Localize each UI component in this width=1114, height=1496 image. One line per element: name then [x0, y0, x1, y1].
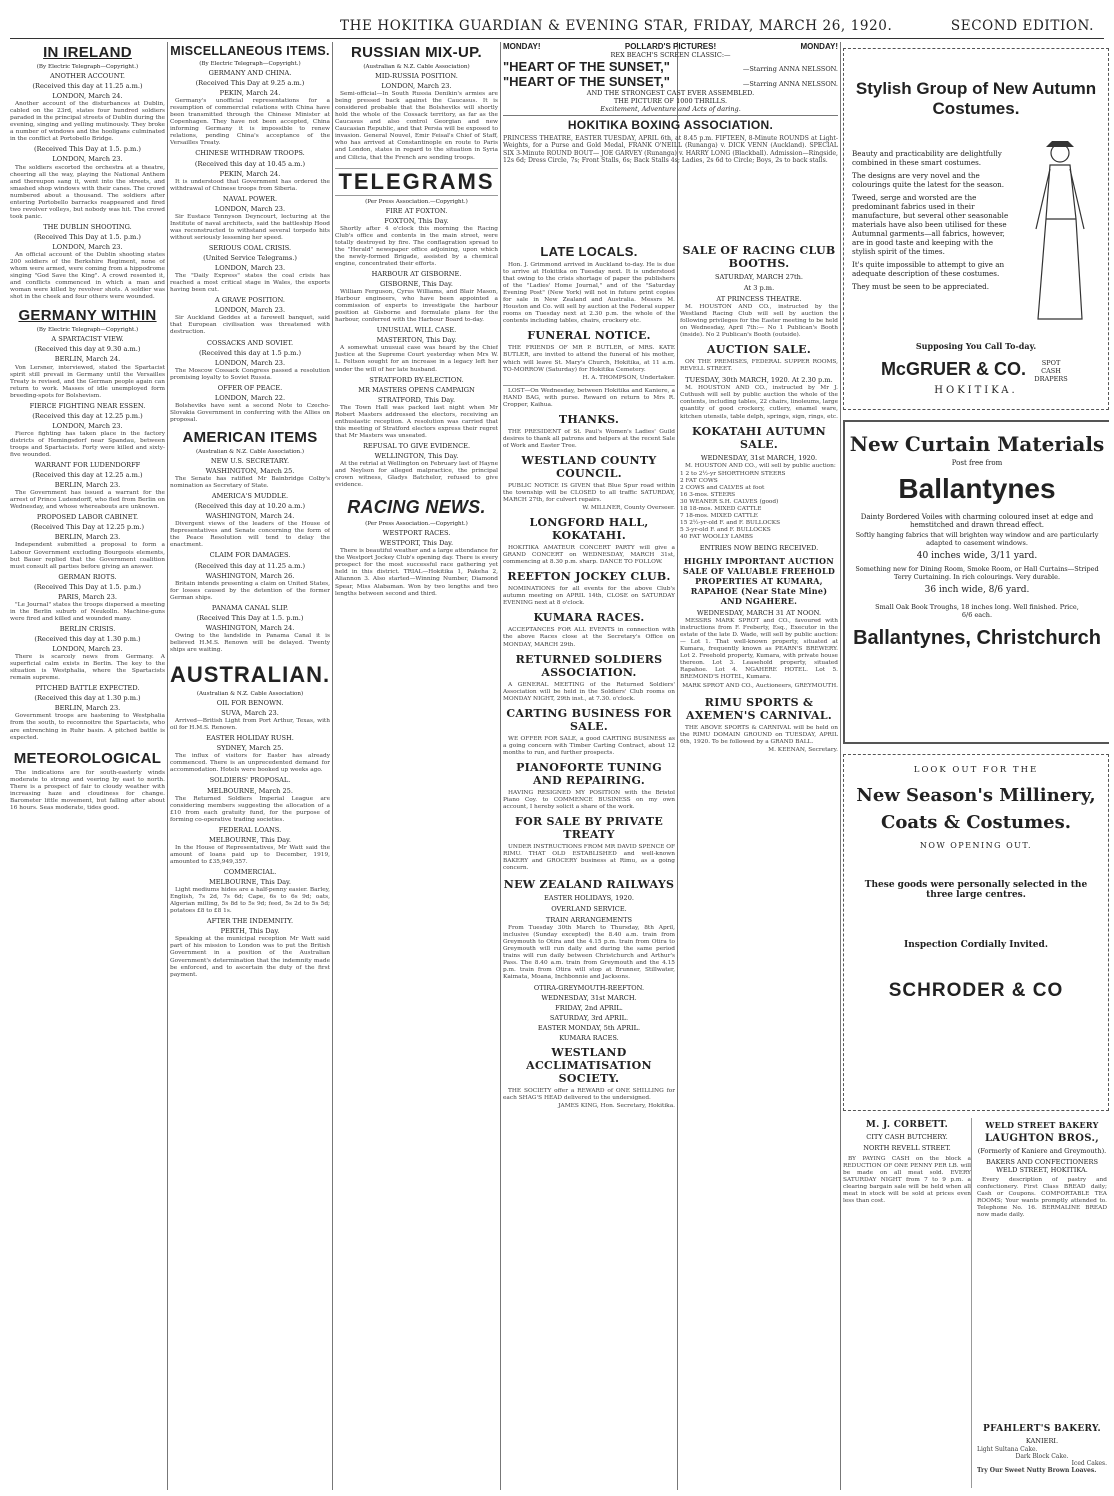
- paragraph: M. HOUSTON AND CO., will sell by public auction:: [685, 462, 836, 469]
- stock-item: 7 18-mos. MIXED CATTLE: [680, 512, 758, 519]
- paragraph: The Town Hall was packed last night when Mr Robert Masters addressed the electors, receiving an enthusiastic reception. A resolution was carried that this meeting of Stratford electors express their regret that Mr Masters was unseated.: [335, 404, 498, 439]
- paragraph: ON THE PREMISES, FEDERAL SUPPER ROOMS, REVELL STREET.: [680, 359, 838, 373]
- article-weather: [10, 770, 165, 812]
- dateline: WELLINGTON, This Day.: [374, 451, 459, 460]
- stock-item: 40 FAT WOOLLY LAMBS: [680, 534, 753, 541]
- headline-thanks: THANKS.: [558, 412, 620, 426]
- paragraph: THE SOCIETY offer a REWARD of ONE SHILLING for each SHAG'S HEAD delivered to the undersigned.: [503, 1087, 675, 1101]
- source-line: (Australian & N.Z. Cable Association.): [195, 448, 305, 455]
- ad-price: 40 inches wide, 3/11 yard.: [916, 551, 1038, 561]
- headline-germany-within: GERMANY WITHIN: [18, 307, 157, 325]
- stock-item: 2 FAT COWS: [680, 477, 718, 484]
- dateline: (Received this day at 9.30 a.m.): [34, 345, 141, 354]
- headline-kumara-races: KUMARA RACES.: [533, 611, 645, 625]
- dateline: BERLIN, March 23.: [54, 481, 121, 490]
- dateline: STRATFORD, This Day.: [377, 395, 456, 404]
- headline-reefton-jockey: REEFTON JOCKEY CLUB.: [507, 570, 671, 584]
- headline-auction-sale: AUCTION SALE.: [706, 343, 811, 357]
- dateline: PEKIN, March 24.: [219, 89, 281, 98]
- ad-text: Try Our Sweet Nutty Brown Loaves.: [977, 1467, 1097, 1475]
- paragraph: M. HOUSTON AND CO., instructed by the Westland Racing Club will sell by auction the following privileges for the Easter meeting to be held on Wednesday, April 7th:— No 1 Publican's Booth (inside). No 2 Publican's Booth (outside).: [680, 304, 838, 339]
- stock-item: 15 2½-yr-old F. and F. BULLOCKS: [680, 519, 781, 526]
- headline-carting: CARTING BUSINESS FOR SALE.: [506, 706, 672, 733]
- ad-text: LOOK OUT FOR THE: [913, 765, 1039, 775]
- stock-item: 16 3-mos. STEERS: [680, 491, 736, 498]
- mcgruer-ad: [843, 48, 1109, 410]
- paragraph: In the House of Representatives, Mr Watt said the amount of loans paid up to December, 1919, amounted to £35,949,357.: [170, 844, 330, 865]
- subhead: WEDNESDAY, 31st MARCH.: [541, 993, 637, 1002]
- dateline: LONDON, March 23.: [52, 421, 123, 430]
- article-ireland: [10, 73, 165, 301]
- paragraph: The influx of visitors for Easter has already commenced. There is an unprecedented demand for accommodation. Hotels were booked up weeks ago.: [170, 753, 330, 774]
- ad-text: Dainty Bordered Voiles with charming coloured inset at edge and hemstitched and drawn thread effect.: [860, 513, 1094, 529]
- subhead: A SPARTACIST VIEW.: [51, 335, 124, 344]
- dateline: LONDON, March 23.: [214, 358, 286, 367]
- dateline: MASTERTON, This Day.: [376, 336, 457, 345]
- headline-in-ireland: IN IRELAND: [43, 44, 132, 61]
- pfahlert-bakery-ad: [977, 1422, 1107, 1490]
- paragraph: Germany's unofficial representations for a resumption of commercial relations with China have been transmitted through the Chinese Minister at Copenhagen. They have not been accepted, China informing Germany it is impossible to renew relations, pending China's acceptance of the Versailles Treaty.: [170, 98, 330, 147]
- paragraph: The indications are for south-easterly winds moderate to strong and veering by east to north. There is a prospect of fair to cloudy weather with increasing haze and cloudiness for change. Barometer little movement, but falling after about 16 hours. Seas moderate, tides good.: [10, 769, 165, 811]
- ad-headline: Stylish Group of New Autumn Costumes.: [855, 79, 1097, 118]
- source-line: (Per Press Association.—Copyright.): [365, 198, 468, 205]
- article-australian: [170, 700, 330, 979]
- ad-firm-name: M. J. CORBETT.: [865, 1120, 949, 1130]
- paragraph: The Government has issued a warrant for the arrest of Prince Ludendorff, who fled from Berlin on Wednesday, and whose whereabouts are unknown.: [10, 490, 165, 511]
- ad-text: (Formerly of Kaniere and Greymouth).: [977, 1147, 1107, 1155]
- ad-text: Small Oak Book Troughs, 18 inches long. Well finished. Price, 6/6 each.: [875, 603, 1079, 619]
- paragraph: Independent submitted a proposal to form a Labour Government excluding Bourgeois elements, but Bauer replied that the Government coalition must consult all parties before giving an answer.: [10, 542, 165, 570]
- subhead: EASTER HOLIDAYS, 1920.: [544, 894, 634, 903]
- paragraph: Divergent views of the leaders of the House of Representatives and Senate concerning the form of the Peace Resolution will tend to delay the enactment.: [170, 521, 330, 549]
- paragraph: Fierce fighting has taken place in the factory districts of Hemingsdorf near Spandau, between troops and Spartacists. Forty were killed and sixty-five wounded.: [10, 430, 165, 459]
- dateline: SATURDAY, MARCH 27th.: [714, 273, 804, 281]
- ad-text: Inspection Cordially Invited.: [904, 940, 1048, 950]
- dateline: WASHINGTON, March 24.: [205, 512, 295, 521]
- headline-american-items: AMERICAN ITEMS: [182, 428, 318, 446]
- subhead: AFTER THE INDEMNITY.: [206, 917, 294, 926]
- dateline: (Received this day at 1.30 p.m.): [34, 694, 141, 703]
- column-1: [10, 42, 165, 1490]
- paragraph: At the retrial at Wellington on February last of Hayne and Neylson for alleged malpractice, the principal crown witness, Gladys Batchelor, refused to give evidence.: [335, 461, 498, 489]
- ad-text: AND THE STRONGEST CAST EVER ASSEMBLED.: [586, 89, 755, 97]
- dateline: LONDON, March 23.: [52, 242, 123, 251]
- ad-text: "HEART OF THE SUNSET,": [503, 74, 670, 89]
- column-rule: [500, 42, 501, 1490]
- subhead: PITCHED BATTLE EXPECTED.: [35, 684, 140, 693]
- signature: JAMES KING, Hon. Secretary, Hokitika.: [558, 1102, 675, 1109]
- subhead: STRATFORD BY-ELECTION.: [369, 375, 464, 384]
- masthead: [10, 16, 1104, 39]
- paragraph: Von Lersner, interviewed, stated the Spartacist spirit still prevail in Germany until the Versailles Treaty is revised, and the German people again can return to work. Masses of idle unemployed form breeding-spots for Bolshevism.: [10, 364, 165, 399]
- laughton-bakery-ad: [977, 1118, 1107, 1338]
- ad-text: Beauty and practicability are delightfully combined in these smart costumes.: [852, 149, 1002, 167]
- dateline: (Received This Day at 9.25 a.m.): [195, 79, 305, 88]
- dateline: BERLIN, March 23.: [54, 533, 121, 542]
- subhead: SATURDAY, 3rd APRIL.: [549, 1013, 629, 1022]
- pollard-pictures-ad: [503, 42, 838, 272]
- paragraph: UNDER INSTRUCTIONS FROM MR DAVID SPENCE OF RIMU. THAT OLD ESTABLISHED and well-known BAKERY and GROCERY business at Rimu, as a going concern.: [503, 843, 675, 872]
- ad-text: MONDAY!: [800, 42, 838, 51]
- ad-text: Light Sultana Cake.: [977, 1446, 1038, 1453]
- stock-item: 30 WEANER S.H. CALVES (good): [680, 498, 779, 505]
- dateline: (Received This Day at 1.5. p.m.): [34, 145, 141, 154]
- headline-telegrams: TELEGRAMS: [335, 168, 498, 196]
- headline-freehold-sale: HIGHLY IMPORTANT AUCTION SALE OF VALUABLE FREEHOLD PROPERTIES AT KUMARA, RAPAHOE (Near State Mine) AND NGAHERE.: [682, 556, 836, 607]
- subhead: CLAIM FOR DAMAGES.: [209, 551, 291, 560]
- ad-text: Post free from: [951, 459, 1003, 467]
- ad-firm-name: PFAHLERT'S BAKERY.: [983, 1424, 1101, 1434]
- dateline: (Received This Day at 1.5. p.m.): [34, 582, 141, 591]
- dateline: (Received This Day at 1.5. p.m.): [196, 613, 304, 622]
- column-2: [170, 42, 330, 1490]
- stock-item: 5 3-yr-old F. and F. BULLOCKS: [680, 526, 771, 533]
- subhead: SERIOUS COAL CRISIS.: [208, 243, 292, 252]
- source-line: (Australian & N.Z. Cable Association): [363, 64, 470, 70]
- dateline: (Received This Day at 12.25 p.m.): [30, 523, 145, 532]
- paragraph: From Tuesday 30th March to Thursday, 8th April, inclusive (Sunday excepted) the 8.40 a.m. train from Greymouth to Otira and the 4.15 p.m. train from Otira to Greymouth will run daily and during the same period trains will run daily between Christchurch and Arthur's Pass. The 8.40 a.m. train from Greymouth and the 4.15 p.m. train from Otira will stop at Brunner, Stillwater, Kaimata, Moana, Inchbonnie and Jacksons.: [503, 925, 675, 981]
- dateline: WEDNESDAY, MARCH 31 AT NOON.: [696, 609, 822, 618]
- article-american: [170, 458, 330, 654]
- headline-boxing: HOKITIKA BOXING ASSOCIATION.: [567, 118, 774, 132]
- paragraph: MESSRS MARK SPROT and CO., favoured with instructions from F. Freberty, Esq., Executor in the estate of the late D. Wade, will sell by public auction:— Lot 1. That well-known property, situated at Kumara, frequently known as PEARN'S BREWERY. Lot 2. Freehold property, Kumara, with private house thereon. Lot 3. Leasehold property, situated Rapahoe. Lot 4. NGAHERE HOTEL. Lot 5. BREMOND'S HOTEL, Kumara.: [680, 618, 838, 681]
- paragraph: A GENERAL MEETING of the Returned Soldiers' Association will be held in the Soldiers' Club rooms on MONDAY NIGHT, 29th inst., at 7.30. o'clock.: [503, 681, 675, 702]
- dateline: MELBOURNE, This Day.: [208, 878, 291, 887]
- subhead: OIL FOR BENOWN.: [216, 699, 284, 708]
- subhead: WESTPORT RACES.: [382, 529, 451, 538]
- dateline: LONDON, March 23.: [214, 264, 286, 273]
- ad-text: It's quite impossible to attempt to give an adequate description of these costumes.: [852, 260, 1005, 278]
- ad-price: 36 inch wide, 8/6 yard.: [924, 585, 1030, 595]
- ad-text: NORTH REVELL STREET.: [863, 1144, 951, 1152]
- dateline: (Received this day at 12.25 p.m.): [32, 411, 143, 420]
- source-line: (By Electric Telegraph—Copyright.): [36, 327, 139, 334]
- column-3: [335, 42, 498, 1490]
- paragraph: ACCEPTANCES FOR ALL EVENTS in connection with the above Races close at the Secretary's Office on MONDAY, MARCH 29th.: [503, 627, 675, 648]
- paragraph: WE OFFER FOR SALE, a good CARTING BUSINESS as a going concern with Timber Carting Contract, about 12 months to run, and further prospects.: [503, 735, 675, 756]
- signature: M. KEENAN, Secretary.: [768, 746, 838, 753]
- ad-firm-name: Ballantynes, Christchurch: [853, 627, 1101, 649]
- ad-text: Softly hanging fabrics that will brighten way window and are particularly adapted to casement windows.: [855, 531, 1099, 547]
- headline-private-treaty: FOR SALE BY PRIVATE TREATY: [514, 814, 664, 841]
- subhead: BERLIN CRISIS.: [59, 624, 116, 633]
- ad-headline: New Season's Millinery,: [856, 785, 1096, 806]
- headline-council: WESTLAND COUNTY COUNCIL.: [521, 453, 657, 480]
- paragraph: Speaking at the municipal reception Mr Watt said part of his mission to London was to put the British Government in a position of the Australian Government's determination that the indemnity made be enforced, and to ascertain the duty of the first payment.: [170, 936, 330, 978]
- source-line: (By Electric Telegraph—Copyright.): [36, 64, 139, 70]
- ad-text: —Starring ANNA NELSSON.: [742, 65, 838, 73]
- ad-text: THE PICTURE OF 1000 THRILLS.: [613, 97, 728, 105]
- dateline: MR MASTERS OPENS CAMPAIGN: [358, 385, 475, 394]
- edition-label: SECOND EDITION.: [950, 18, 1094, 34]
- dateline: SUVA, March 23.: [221, 709, 279, 718]
- dateline: WASHINGTON, March 24.: [205, 623, 295, 632]
- subhead: FIERCE FIGHTING NEAR ESSEN.: [29, 401, 146, 410]
- ad-text: These goods were personally selected in the three large centres.: [864, 880, 1088, 900]
- ad-text: "HEART OF THE SUNSET,": [503, 59, 670, 74]
- ad-headline: New Curtain Materials: [849, 432, 1105, 456]
- dateline: (Received this day at 10.20 a.m.): [194, 502, 306, 511]
- corbett-butchery-ad: [843, 1118, 972, 1488]
- paragraph: Shortly after 4 o'clock this morning the Racing Club's office and contents in the main street, were totally destroyed by fire. The conflagration spread to the "Herald" newspaper office adjoining, upon which the newly-formed Brigade, assisted by a chemical engine, concentrated their efforts.: [335, 225, 498, 267]
- woman-figure-illustration: [1024, 139, 1094, 329]
- dateline: WEDNESDAY, 31st MARCH, 1920.: [700, 453, 818, 462]
- paragraph: A somewhat unusual case was heard by the Chief Justice at the Supreme Court yesterday when Mrs W. L. Feltson sought for an increase in a legacy left her under the will of her late husband.: [335, 345, 498, 373]
- dateline: WASHINGTON, March 26.: [205, 571, 295, 580]
- ad-text: They must be seen to be appreciated.: [852, 282, 990, 291]
- dateline: PERTH, This Day.: [220, 927, 280, 936]
- dateline: (Received this day at 1.5 p.m.): [198, 348, 302, 357]
- ad-text: —Starring ANNA NELSSON.: [742, 80, 838, 88]
- paragraph: Owing to the landslide in Panama Canal it is believed H.M.S. Renown will be delayed. Twenty ships are waiting.: [170, 632, 330, 653]
- headline-late-locals: LATE LOCALS.: [540, 244, 638, 259]
- article-telegrams: [335, 208, 498, 490]
- subhead: A GRAVE POSITION.: [214, 296, 285, 305]
- subhead: UNUSUAL WILL CASE.: [376, 326, 457, 335]
- ad-firm-name: LAUGHTON BROS.,: [984, 1133, 1100, 1144]
- subhead: CHINESE WITHDRAW TROOPS.: [195, 149, 305, 158]
- headline-funeral: FUNERAL NOTICE.: [527, 329, 651, 343]
- paragraph: HAVING RESIGNED MY POSITION with the Bristol Piano Coy. to COMMENCE BUSINESS on my own account, I hereby solicit a share of the work.: [503, 789, 675, 810]
- ad-firm-name: SCHRODER & CO: [888, 980, 1064, 1001]
- stock-list: [680, 471, 838, 541]
- dateline: LONDON, March 23.: [381, 82, 452, 91]
- dateline: MELBOURNE, This Day.: [208, 835, 291, 844]
- paragraph: Hon. J. Grimmond arrived in Auckland to-day. He is due to arrive at Hokitika on Tuesday next. It is understood that owing to the crisis shortage of paper the publishers of the "Ladies' Home Journal," and of the "Saturday Evening Post" (New York) will not in future print copies for sale in New Zealand and Australia. Messrs M. Houston and Co. will sell by auction at the Federal supper rooms on Tuesday next at 2.30 p.m. the whole of the contents including tables, chairs, crockery etc.: [503, 262, 675, 325]
- dateline: BERLIN, March 23.: [54, 704, 121, 713]
- subhead: MID-RUSSIA POSITION.: [375, 72, 458, 80]
- headline-kokatahi-sale: KOKATAHI AUTUMN SALE.: [691, 424, 827, 451]
- column-4: [503, 242, 675, 1490]
- paragraph: Arrived—British Light from Port Arthur, Texas, with oil for H.M.S. Renown.: [170, 718, 330, 732]
- subhead: WARRANT FOR LUDENDORFF: [34, 461, 141, 470]
- dateline: (Received this day at 1.30 p.m.): [34, 635, 141, 643]
- ad-text: BY PAYING CASH on the block a REDUCTION OF ONE PENNY PER LB. will be made on all meat sold. EVERY SATURDAY NIGHT from 7 to 9 p.m. a clearing bargain sale will be held when all meat in stock will be sold at prices even less than cost.: [843, 1156, 971, 1205]
- headline-meteorological: METEOROLOGICAL: [13, 749, 162, 767]
- headline-acclimatisation: WESTLAND ACCLIMATISATION SOCIETY.: [526, 1045, 652, 1085]
- dateline: GISBORNE, This Day.: [380, 279, 453, 288]
- dateline: AT PRINCESS THEATRE.: [716, 295, 802, 303]
- signature: H. A. THOMPSON, Undertaker.: [582, 374, 675, 381]
- masthead-title: THE HOKITIKA GUARDIAN & EVENING STAR, FRIDAY, MARCH 26, 1920.: [340, 18, 893, 34]
- paragraph: HOKITIKA AMATEUR CONCERT PARTY will give a GRAND CONCERT on WEDNESDAY, MARCH 31st, commencing at 8.30 p.m. sharp. DANCE TO FOLLOW.: [503, 545, 675, 566]
- subhead: PROPOSED LABOR CABINET.: [36, 513, 139, 522]
- dateline: LONDON, March 24.: [52, 92, 123, 101]
- dateline: WASHINGTON, March 25.: [205, 467, 295, 476]
- ad-text: WELD STREET BAKERY: [985, 1120, 1099, 1130]
- subhead: PANAMA CANAL SLIP.: [211, 603, 289, 612]
- ad-text: Tweed, serge and worsted are the predominant fabrics used in their manufacture, but several other seasonable materials have also been utilised for these Autumnal garments—all fabrics, however, are in good taste and keeping with the stylish spirit of the times.: [852, 193, 1009, 256]
- dateline: LONDON, March 23.: [214, 204, 286, 213]
- subhead: OTIRA-GREYMOUTH-REEFTON.: [533, 983, 645, 992]
- subhead: FEDERAL LOANS.: [218, 825, 282, 834]
- dateline: (Received this day at 10.45 a.m.): [194, 159, 306, 168]
- dateline: (United Service Telegrams.): [203, 254, 297, 263]
- subhead: TRAIN ARRANGEMENTS: [545, 916, 633, 925]
- source-line: (Australian & N.Z. Cable Association): [196, 691, 304, 698]
- paragraph: Sir Eustace Tennyson Deyncourt, lecturing at the Institute of naval architects, said the battleship Hood was reconstructed to withstand several torpedo hits without seriously lessening her speed.: [170, 213, 330, 241]
- ad-text: CITY CASH BUTCHERY.: [866, 1133, 948, 1141]
- article-late-locals: [503, 262, 675, 325]
- schroder-ad: [843, 754, 1109, 1111]
- dateline: PEKIN, March 24.: [219, 169, 281, 178]
- dateline: LONDON, March 22.: [214, 393, 286, 402]
- dateline: (Received this day at 11.25 a.m.): [32, 82, 143, 91]
- paragraph: Semi-official—In South Russia Denikin's armies are being pressed back against the Caucasus. It is considered probable that the Bolsheviks will shortly hold the whole of the Cossack territory, as far as the Caucasus and also control Georgian and new Caucasian Republic, and that Persia will be exposed to invasion. General Nouvel, Emir Feisal's Chief of Staff, who has arrived at Constantinople en route to Paris and London, states in regard to the situation in Syria and Cilicia, that the French are sending troops.: [335, 91, 498, 161]
- dateline: TUESDAY, 30th MARCH, 1920. At 2.30 p.m.: [685, 376, 833, 385]
- article-russia: [335, 73, 498, 162]
- subhead: THE DUBLIN SHOOTING.: [43, 222, 132, 231]
- ad-text: Dark Block Cake.: [1015, 1453, 1069, 1461]
- paragraph: PRINCESS THEATRE, EASTER TUESDAY, APRIL 6th, at 8.45 p.m. FIFTEEN, 8-Minute ROUNDS at Light-Weights, for a Purse and Gold Medal, FRANK O'NEILL (Runanga) v. DICK VENN (Auckland). SPECIAL SIX 3-Minute ROUND BOUT— JOE GARVEY (Runanga) v. HARRY LONG (Blackball). Admission—Ringside, 12s 6d; Dress Circle, 7s; Front Stalls, 6s; Back Stalls 4s; Ladies, 2s 6d to Circle; Boys, 2s to back stalls.: [503, 135, 838, 165]
- subhead: REFUSAL TO GIVE EVIDENCE.: [362, 441, 471, 450]
- paragraph: The soldiers escorted the orchestra at a theatre, cheering all the way, playing the National Anthem and thereupon sang it, went into the streets, and smashed shop windows with their canes. The crowd numbered about a thousand. The soldiers after entering Portobello barracks reappeared and fired two revolver volleys, but nobody was hit. The crowd took panic.: [10, 164, 165, 220]
- source-line: (Per Press Association.—Copyright.): [365, 521, 468, 528]
- dateline: (Received this day at 12.25 a.m.): [32, 471, 143, 480]
- classified-lost: LOST—On Wednesday, between Hokitika and Kaniere, a HAND BAG, with purse. Reward on return to Mrs R. Cropper, Kaihua.: [503, 387, 675, 408]
- dateline: SYDNEY, March 25.: [216, 744, 284, 753]
- paragraph: Sir Auckland Geddes at a farewell banquet, said that European civilisation was threatened with destruction.: [170, 315, 330, 336]
- column-rule: [167, 42, 168, 1490]
- ad-text: MONDAY!: [503, 42, 541, 51]
- headline-booth-sale: SALE OF RACING CLUB BOOTHS.: [682, 244, 836, 270]
- headline-railways: NEW ZEALAND RAILWAYS: [503, 878, 675, 892]
- ad-text: Iced Cakes.: [1071, 1460, 1107, 1468]
- dateline: WESTPORT, This Day.: [379, 539, 454, 548]
- subhead: ENTRIES NOW BEING RECEIVED.: [699, 544, 819, 553]
- ad-text: KANIERI.: [1025, 1437, 1059, 1445]
- headline-australian: AUSTRALIAN.: [170, 662, 330, 688]
- paragraph: Light mediums hides are a half-penny easier. Barley, English, 7s 2d, 7s 6d; Cape, 6s to 6s 9d; oats, Algerian milling, 5s 8d to 5s 9d; feed, 5s 2d to 5s 5d; potatoes £8 to £8 1s.: [170, 887, 330, 915]
- subhead: GERMAN RIOTS.: [58, 572, 117, 581]
- subhead: ANOTHER ACCOUNT.: [49, 72, 126, 80]
- source-line: (By Electric Telegraph—Copyright.): [199, 61, 301, 67]
- subhead: OVERLAND SERVICE.: [551, 905, 627, 914]
- ad-text: The designs are very novel and the colourings quite the latest for the season.: [852, 171, 1005, 189]
- headline-russian-mixup: RUSSIAN MIX-UP.: [351, 44, 482, 61]
- paragraph: An official account of the Dublin shooting states 200 soldiers of the Berkshire Regiment, none of whom were armed, were coming from a hippodrome singing "God Save the King". A crowd resented it, and conflicts commenced in which a man and woman were killed by revolver shots. A soldier was shot in the cheek and four others were wounded.: [10, 252, 165, 301]
- dateline: LONDON, March 23.: [52, 155, 123, 164]
- paragraph: "Le Journal" states the troops dispersed a meeting in the Berlin suburb of Neukolln. Machine-guns were fired and killed and wounded many.: [10, 601, 165, 622]
- dateline: (Received This Day at 1.5. p.m.): [34, 232, 141, 241]
- paragraph: There is scarcely news from Germany. A superficial calm exists in Berlin. The key to the situation is Westphalia, where the Spartacists remain supreme.: [10, 654, 165, 682]
- paragraph: THE FRIENDS OF MR P. BUTLER, of MRS. KATE BUTLER, are invited to attend the funeral of his mother, which will leave St. Mary's Church, Hokitika, at 11 a.m. TO-MORROW (Saturday) for Hokitika Cemetery.: [503, 345, 675, 373]
- ad-text: Something new for Dining Room, Smoke Room, or Hall Curtains—Striped Terry Curtaining. In rich colourings. Very durable.: [855, 565, 1099, 581]
- dateline: At 3 p.m.: [743, 284, 775, 292]
- stock-item: 1 2 to 2½-yr SHORTHORN STEERS: [680, 470, 786, 477]
- headline-returned-soldiers: RETURNED SOLDIERS ASSOCIATION.: [515, 652, 663, 679]
- headline-racing-news: RACING NEWS.: [347, 497, 486, 518]
- ad-text: NOW OPENING OUT.: [919, 841, 1033, 850]
- headline-longford-hall: LONGFORD HALL, KOKATAHI.: [529, 516, 649, 543]
- paragraph: PUBLIC NOTICE IS GIVEN that Blue Spur road within the township will be CLOSED to all traffic SATURDAY, MARCH 27th, for culvert repairs.: [503, 482, 675, 504]
- ad-text: Every description of pastry and confectionery. First Class BREAD daily; Cash or Coupons. COMFORTABLE TEA ROOMS; Your wants promptly attended to. Telephone No. 16. BERMALINE BREAD now made daily.: [977, 1177, 1107, 1219]
- ad-text: Excitement, Adventure and Acts of daring.: [503, 105, 838, 116]
- ad-text: Supposing You Call To-day.: [915, 341, 1037, 351]
- paragraph: The Moscow Cossack Congress passed a resolution promising loyalty to Soviet Russia.: [170, 367, 330, 381]
- column-rule: [332, 42, 333, 1490]
- subhead: AMERICA'S MUDDLE.: [211, 492, 289, 501]
- subhead: NAVAL POWER.: [222, 194, 278, 203]
- subhead: KUMARA RACES.: [559, 1033, 619, 1042]
- ad-headline: Coats & Costumes.: [881, 812, 1071, 833]
- subhead: COSSACKS AND SOVIET.: [206, 338, 294, 347]
- paragraph: THE ABOVE SPORTS & CARNIVAL will be held on the RIMU DOMAIN GROUND on TUESDAY, APRIL 6th, 1920. To be followed by a GRAND BALL.: [680, 724, 838, 745]
- stock-item: 18 18-mos. MIXED CATTLE: [680, 505, 762, 512]
- dateline: (Received this day at 11.25 a.m.): [194, 561, 306, 570]
- subhead: OFFER OF PEACE.: [217, 383, 283, 392]
- headline-miscellaneous: MISCELLANEOUS ITEMS.: [170, 44, 330, 58]
- headline-rimu-carnival: RIMU SPORTS & AXEMEN'S CARNIVAL.: [685, 695, 833, 722]
- signature: MARK SPROT AND CO., Auctioneers, GREYMOUTH.: [682, 682, 838, 689]
- paragraph: M. HOUSTON AND CO., instructed by Mr J. Cuthush will sell by public auction the whole of the contents, including tables, 22 chairs, linoleums, large quantity of good crockery, cutlery, enamel ware, kitchen utensils, table delph, springs, sign, rings, etc.: [680, 385, 838, 420]
- ad-text: REX BEACH'S SCREEN CLASSIC:—: [610, 51, 731, 59]
- subhead: HARBOUR AT GISBORNE.: [371, 269, 462, 278]
- paragraph: The Senate has ratified Mr Bainbridge Colby's nomination as Secretary of State.: [170, 476, 330, 490]
- article-racing: [335, 530, 498, 597]
- subhead: COMMERCIAL.: [223, 867, 277, 876]
- stock-item: 2 COWS and CALVES at foot: [680, 484, 765, 491]
- dateline: LONDON, March 23.: [214, 306, 286, 315]
- dateline: LONDON, March 23.: [52, 645, 123, 654]
- ad-text: HOKITIKA.: [934, 385, 1018, 396]
- subhead: GERMANY AND CHINA.: [208, 69, 292, 77]
- article-misc: [170, 70, 330, 424]
- column-rule: [840, 42, 841, 1490]
- column-5: [680, 242, 838, 1490]
- dateline: FOXTON, This Day.: [384, 216, 449, 225]
- paragraph: The Returned Soldiers Imperial League are considering members suggesting the allocation of a £10 from each gratuity fund, for the purpose of forming co-operative trading societies.: [170, 795, 330, 823]
- subhead: FRIDAY, 2nd APRIL.: [555, 1003, 623, 1012]
- paragraph: It is understood that Government has ordered the withdrawal of Chinese troops from Siberia.: [170, 178, 330, 192]
- dateline: MELBOURNE, March 25.: [207, 786, 293, 795]
- dateline: PARIS, March 23.: [58, 592, 117, 601]
- ad-firm-name: Ballantynes: [898, 473, 1056, 504]
- paragraph: Another account of the disturbances at Dublin, cabled on the 23rd, states four hundred soldiers paraded in the principal streets of Dublin during the evening, singing and yelling mutinously. They broke a number of windows and the hooligans culminated in the conflict at Portobello Bridge.: [10, 101, 165, 143]
- ballantynes-ad: [843, 420, 1109, 744]
- headline-piano: PIANOFORTE TUNING AND REPAIRING.: [516, 760, 662, 787]
- paragraph: William Ferguson, Cyrus Williams, and Blair Mason, Harbour engineers, who have been appointed a commission of experts to investigate the harbour position at Gisborne and formulate plans for the harbour, conferred with the Harbour Board to-day.: [335, 289, 498, 324]
- column-6-ads: [843, 42, 1109, 1490]
- paragraph: THE PRESIDENT of St. Paul's Women's Ladies' Guild desires to thank all patrons and helpers at the recent Sale of Work and Easter Tree.: [503, 428, 675, 449]
- subhead: EASTER MONDAY, 5th APRIL.: [537, 1023, 641, 1032]
- ad-text: POLLARD'S PICTURES!: [624, 42, 717, 51]
- paragraph: There is beautiful weather and a large attendance for the Westport Jockey Club's opening day. There is every prospect for the most successful race gathering yet held in this district. TRIAL—Hokitika 1, Pakeha 2, Aliannon 3. Also started—Winning Number, Diamond Spear, Miss Alabaman. Won by two lengths and two lengths between second and third.: [335, 548, 498, 597]
- paragraph: The "Daily Express" states the coal crisis has reached a most critical stage in Wales, the exports having been cut.: [170, 273, 330, 294]
- ad-text: BAKERS AND CONFECTIONERS WELD STREET, HOKITIKA.: [986, 1158, 1098, 1174]
- paragraph: Bolsheviks have sent a second Note to Czecho-Slovakia Government in conferring with the Allies on proposal.: [170, 402, 330, 423]
- subhead: FIRE AT FOXTON.: [385, 206, 448, 215]
- ad-text: SPOT CASH DRAPERS: [1034, 359, 1068, 383]
- article-germany: [10, 336, 165, 741]
- subhead: NEW U.S. SECRETARY.: [210, 456, 290, 465]
- ad-firm-name: McGRUER & CO.: [880, 359, 1026, 379]
- paragraph: NOMINATIONS for all events for the above Club's autumn meeting on APRIL 14th, CLOSE on SATURDAY EVENING next at 8 o'clock.: [503, 586, 675, 607]
- dateline: BERLIN, March 24.: [54, 355, 121, 364]
- paragraph: Britain intends presenting a claim on United States, for losses caused by the detention of the former German ships.: [170, 580, 330, 601]
- subhead: EASTER HOLIDAY RUSH.: [206, 734, 294, 743]
- subhead: SOLDIERS' PROPOSAL.: [209, 776, 291, 785]
- paragraph: Government troops are hastening to Westphalia from the south, to reconnoitre the Spartacists, who are entrenching in Ruhr basin. A pitched battle is expected.: [10, 713, 165, 741]
- signature: W. MILLNER, County Overseer.: [582, 505, 675, 512]
